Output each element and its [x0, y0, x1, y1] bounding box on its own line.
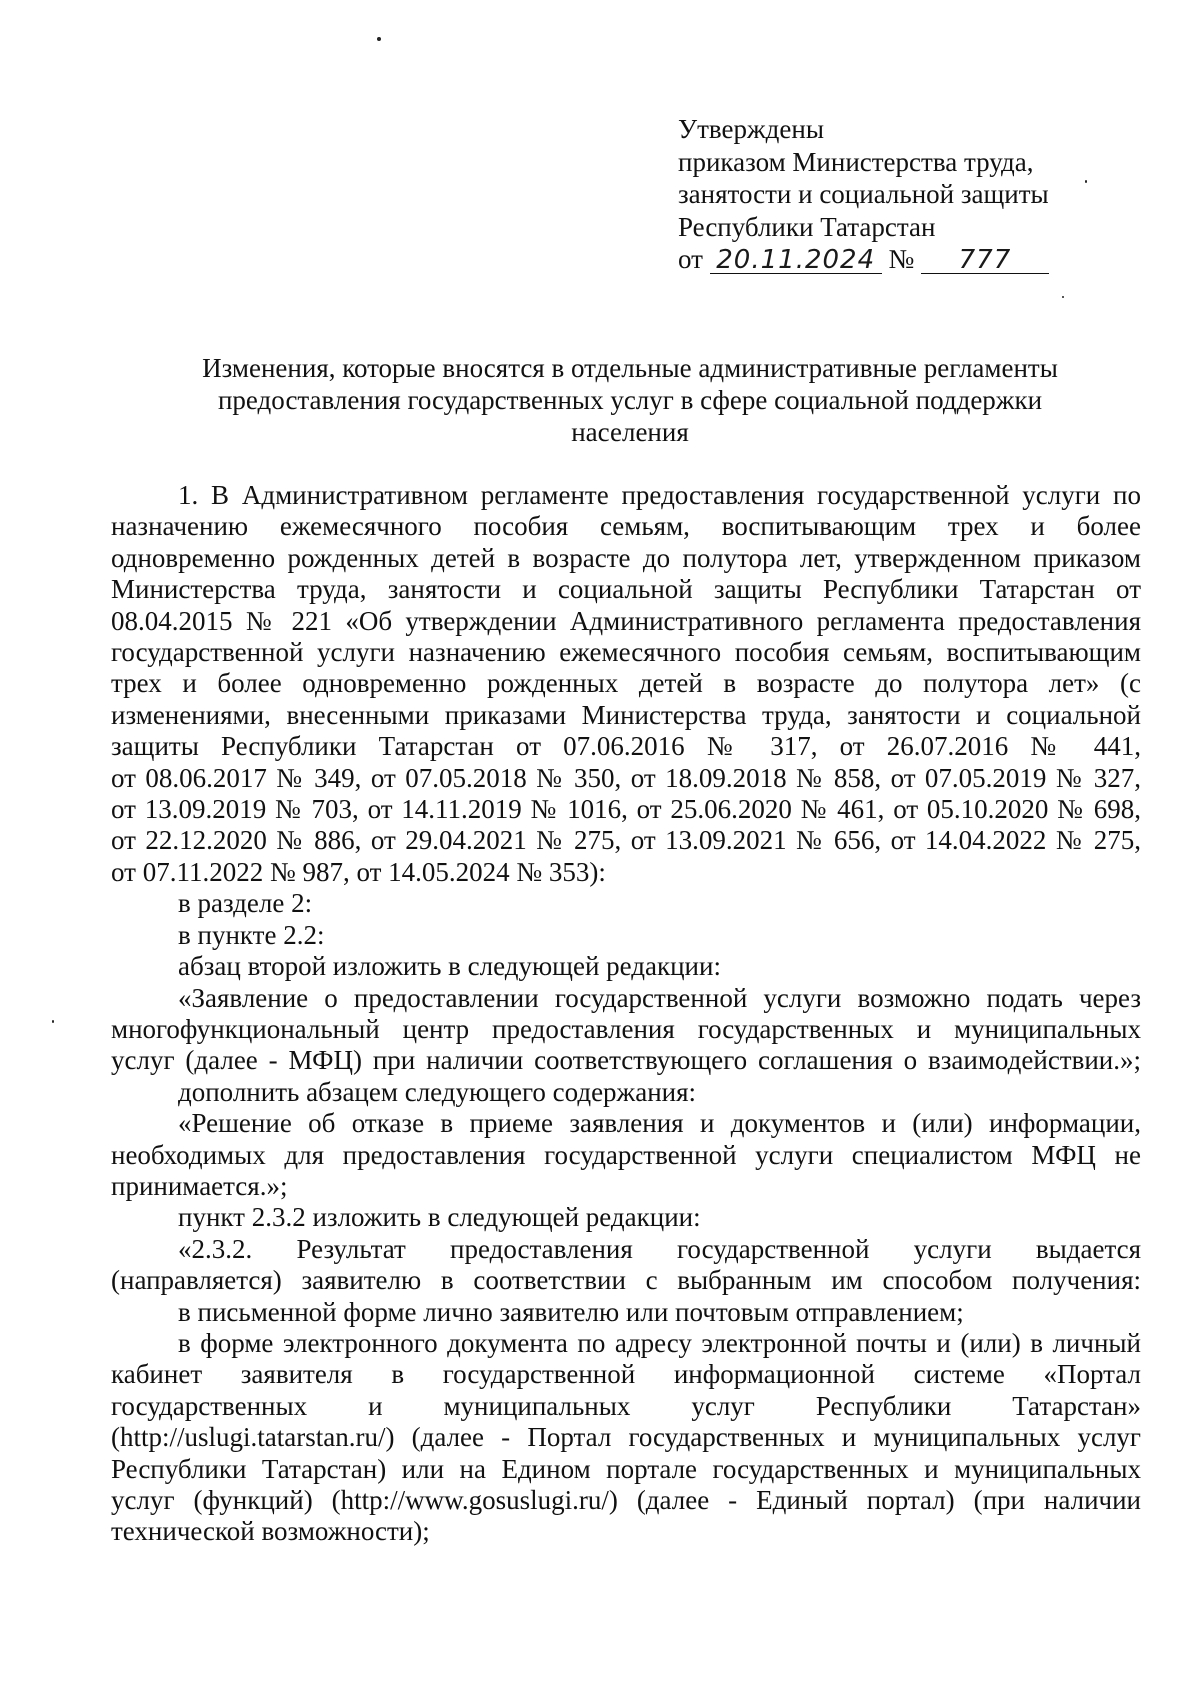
- body-line: (направляется) заявителю в соответствии с выбранным им способом получения:: [111, 1265, 1141, 1296]
- document-title: [180, 352, 1080, 448]
- number-prefix: №: [888, 244, 915, 274]
- body-line: государственной услуги назначению ежемесячного пособия семьям, воспитывающим: [111, 637, 1141, 668]
- approval-line: Республики Татарстан: [678, 211, 936, 242]
- body-line: пункт 2.3.2 изложить в следующей редакции:: [178, 1202, 701, 1233]
- body-line: технической возможности);: [111, 1516, 430, 1547]
- handwritten-date: 20.11.2024: [716, 245, 876, 275]
- scan-speck: [377, 37, 381, 41]
- body-line: в письменной форме лично заявителю или почтовым отправлением;: [178, 1296, 964, 1327]
- body-line: Министерства труда, занятости и социальной защиты Республики Татарстан от: [111, 574, 1141, 605]
- document-body: [111, 480, 1141, 1548]
- body-line: многофункциональный центр предоставления государственных и муниципальных: [111, 1013, 1141, 1044]
- title-line: Изменения, которые вносятся в отдельные административные регламенты: [202, 353, 1058, 383]
- handwritten-number: 777: [958, 245, 1012, 275]
- approval-date-line: [678, 243, 1118, 276]
- approval-line: занятости и социальной защиты: [678, 179, 1049, 209]
- body-line: в пункте 2.2:: [178, 919, 325, 950]
- body-line: от 22.12.2020 № 886, от 29.04.2021 № 275, от 13.09.2021 № 656, от 14.04.2022 № 275,: [111, 825, 1141, 856]
- body-line: защиты Республики Татарстан от 07.06.2016 № 317, от 26.07.2016 № 441,: [111, 731, 1141, 762]
- body-line: трех и более одновременно рожденных детей в возрасте до полутора лет» (с: [111, 668, 1141, 699]
- body-line: дополнить абзацем следующего содержания:: [178, 1076, 697, 1107]
- body-line: услуг (далее - МФЦ) при наличии соответствующего соглашения о взаимодействии.»;: [111, 1045, 1141, 1076]
- body-line: «Решение об отказе в приеме заявления и документов и (или) информации,: [178, 1108, 1141, 1139]
- body-line: «2.3.2. Результат предоставления государственной услуги выдается: [178, 1233, 1141, 1264]
- body-line: изменениями, внесенными приказами Министерства труда, занятости и социальной: [111, 699, 1141, 730]
- title-line: населения: [571, 417, 689, 447]
- number-field: [921, 246, 1049, 274]
- body-line: принимается.»;: [111, 1170, 288, 1201]
- body-line: назначению ежемесячного пособия семьям, воспитывающим трех и более: [111, 511, 1141, 542]
- body-line: от 08.06.2017 № 349, от 07.05.2018 № 350, от 18.09.2018 № 858, от 07.05.2019 № 327,: [111, 762, 1141, 793]
- body-line: от 07.11.2022 № 987, от 14.05.2024 № 353):: [111, 856, 606, 887]
- body-line: (http://uslugi.tatarstan.ru/) (далее - Портал государственных и муниципальных услуг: [111, 1422, 1141, 1453]
- body-line: государственных и муниципальных услуг Республики Татарстан»: [111, 1390, 1141, 1421]
- date-field: [710, 246, 882, 274]
- body-line: Республики Татарстан) или на Едином портале государственных и муниципальных: [111, 1453, 1141, 1484]
- scan-speck: [52, 1020, 54, 1023]
- date-prefix: от: [678, 244, 703, 274]
- body-line: одновременно рожденных детей в возрасте до полутора лет, утвержденном приказом: [111, 542, 1141, 573]
- body-line: необходимых для предоставления государственной услуги специалистом МФЦ не: [111, 1139, 1141, 1170]
- approval-line: приказом Министерства труда,: [678, 146, 1034, 177]
- body-line: 08.04.2015 № 221 «Об утверждении Административного регламента предоставления: [111, 605, 1141, 636]
- body-line: абзац второй изложить в следующей редакции:: [178, 951, 721, 982]
- body-line: услуг (функций) (http://www.gosuslugi.ru/) (далее - Единый портал) (при наличии: [111, 1485, 1141, 1515]
- body-line: 1. В Административном регламенте предоставления государственной услуги по: [178, 480, 1141, 510]
- body-line: в разделе 2:: [178, 888, 313, 919]
- approval-line: Утверждены: [678, 114, 824, 144]
- body-line: кабинет заявителя в государственной информационной системе «Портал: [111, 1359, 1141, 1390]
- body-line: от 13.09.2019 № 703, от 14.11.2019 № 1016, от 25.06.2020 № 461, от 05.10.2020 № 698,: [111, 794, 1141, 825]
- body-line: в форме электронного документа по адресу электронной почты и (или) в личный: [178, 1327, 1141, 1358]
- body-line: «Заявление о предоставлении государственной услуги возможно подать через: [178, 982, 1141, 1013]
- scan-speck: [1062, 296, 1064, 298]
- title-line: предоставления государственных услуг в сфере социальной поддержки: [217, 385, 1043, 415]
- approval-block: [678, 113, 1118, 276]
